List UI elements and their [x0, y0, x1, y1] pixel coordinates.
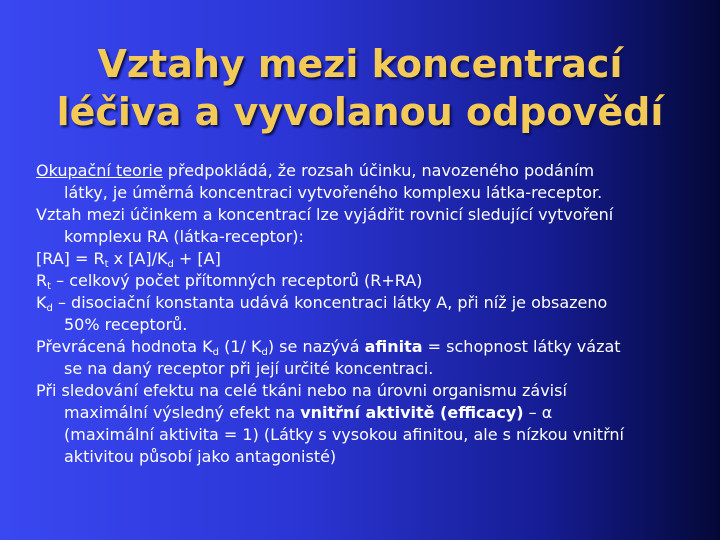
paragraph-efficacy	[36, 380, 696, 468]
text: = schopnost látky vázat	[422, 337, 621, 356]
text: aktivitou působí jako antagonisté)	[64, 447, 337, 466]
text: – celkový počet přítomných receptorů (R+RA)	[51, 271, 423, 290]
term-efficacy: vnitřní aktivitě (efficacy)	[300, 403, 524, 422]
text: (1/ K	[219, 337, 262, 356]
text: komplexu RA (látka-receptor):	[64, 227, 304, 246]
subscript: d	[167, 259, 174, 270]
text: Převrácená hodnota K	[36, 337, 213, 356]
text: K	[36, 293, 47, 312]
paragraph-rt-definition	[36, 270, 696, 292]
text: R	[36, 271, 48, 290]
term-affinity: afinita	[364, 337, 423, 356]
subscript: t	[104, 259, 109, 270]
text: 50% receptorů.	[64, 315, 188, 334]
title-line-1: Vztahy mezi koncentrací	[97, 42, 623, 86]
subscript: d	[261, 347, 268, 358]
subscript: t	[47, 281, 52, 292]
text: Vztah mezi účinkem a koncentrací lze vyjádřit rovnicí sledující vytvoření	[36, 205, 614, 224]
paragraph-occupancy-theory	[36, 160, 696, 204]
subscript: d	[46, 303, 53, 314]
text: předpokládá, že rozsah účinku, navozeného podáním	[162, 161, 595, 180]
slide-title	[0, 40, 720, 136]
text: se na daný receptor při její určité koncentraci.	[64, 359, 434, 378]
text: maximální výsledný efekt na	[64, 403, 301, 422]
text: Při sledování efektu na celé tkáni nebo na úrovni organismu závisí	[36, 381, 567, 400]
paragraph-affinity	[36, 336, 696, 380]
text: (maximální aktivita = 1) (Látky s vysokou afinitou, ale s nízkou vnitřní	[64, 425, 624, 444]
text: x [A]/K	[108, 249, 168, 268]
term-occupancy-theory: Okupační teorie	[36, 161, 163, 180]
subscript: d	[212, 347, 219, 358]
slide-body	[36, 160, 696, 468]
title-line-2: léčiva a vyvolanou odpovědí	[56, 90, 664, 134]
text: – α	[523, 403, 553, 422]
paragraph-kd-definition	[36, 292, 696, 336]
text: [RA] = R	[36, 249, 105, 268]
text: ) se nazývá	[267, 337, 365, 356]
paragraph-relation	[36, 204, 696, 248]
paragraph-equation	[36, 248, 696, 270]
text: látky, je úměrná koncentraci vytvořeného komplexu látka-receptor.	[64, 183, 603, 202]
text: + [A]	[173, 249, 221, 268]
text: – disociační konstanta udává koncentraci látky A, při níž je obsazeno	[52, 293, 608, 312]
